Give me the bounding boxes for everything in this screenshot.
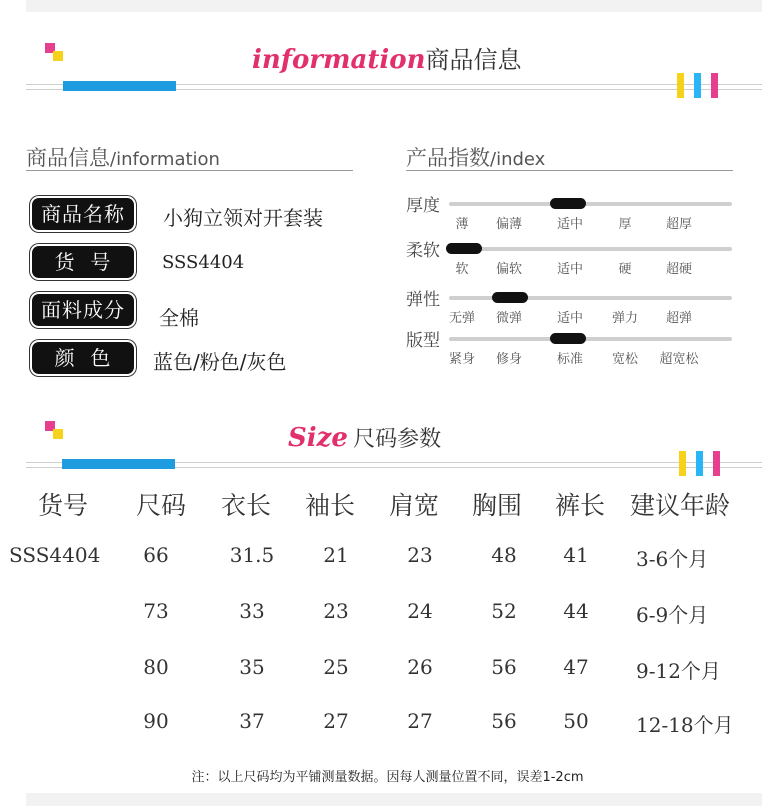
- info-value-name: 小狗立领对开套装: [163, 206, 323, 230]
- size-table-cell: 35: [239, 655, 265, 679]
- index-option: 宽松: [611, 352, 638, 367]
- info-value-sku: SSS4404: [162, 252, 245, 273]
- yellow-square-icon: [53, 429, 63, 439]
- index-option: 微弹: [495, 311, 522, 326]
- index-option: 修身: [495, 352, 522, 367]
- yellow-square-icon: [53, 51, 63, 61]
- top-divider-bar: [26, 0, 762, 12]
- size-table-cell: 66: [143, 543, 169, 567]
- index-slider-knob: [446, 243, 482, 254]
- bottom-divider-bar: [26, 793, 762, 806]
- info-title-zh: 商品信息: [26, 146, 110, 170]
- size-title-en: Size: [288, 423, 348, 453]
- size-table-cell: 23: [407, 543, 433, 567]
- info-title-underline: [26, 170, 353, 171]
- size-table-cell: 52: [491, 599, 517, 623]
- index-option: 适中: [556, 311, 583, 326]
- size-title-zh: 尺码参数: [353, 427, 442, 452]
- size-table-cell: 26: [407, 655, 433, 679]
- index-label: 版型: [406, 331, 440, 351]
- size-table-header: 肩宽: [388, 491, 439, 520]
- index-label: 柔软: [406, 241, 440, 261]
- index-option: 弹力: [611, 311, 638, 326]
- yellow-stripe-icon: [679, 451, 686, 476]
- index-option: 厚: [618, 217, 632, 232]
- size-table-cell: 23: [323, 599, 349, 623]
- size-table-cell: 33: [239, 599, 265, 623]
- size-table-cell: 9-12个月: [636, 659, 721, 683]
- size-table-cell: 80: [143, 655, 169, 679]
- size-table-cell: 90: [143, 709, 169, 733]
- info-value-color: 蓝色/粉色/灰色: [153, 350, 287, 374]
- size-table-header: 尺码: [135, 491, 186, 520]
- index-label: 厚度: [406, 196, 440, 216]
- index-option: 适中: [556, 217, 583, 232]
- size-table-cell: 3-6个月: [636, 547, 709, 571]
- index-option: 适中: [556, 262, 583, 277]
- size-table-cell: 25: [323, 655, 349, 679]
- blue-accent-bar: [62, 459, 175, 469]
- info-label-color: 颜 色: [32, 342, 134, 374]
- index-option: 紧身: [448, 352, 475, 367]
- index-title-en: /index: [490, 149, 546, 170]
- index-track: [449, 247, 732, 251]
- yellow-stripe-icon: [677, 73, 684, 98]
- index-slider-knob: [550, 198, 586, 209]
- index-option: 超宽松: [659, 352, 699, 367]
- size-table-cell: 47: [563, 655, 589, 679]
- index-label: 弹性: [406, 290, 440, 310]
- size-section-title: [288, 422, 441, 453]
- section-title-en: information: [252, 45, 426, 75]
- size-table-cell: 21: [323, 543, 349, 567]
- size-table-cell: 44: [563, 599, 589, 623]
- index-option: 软: [455, 262, 469, 277]
- pink-stripe-icon: [713, 451, 720, 476]
- index-option: 超硬: [665, 262, 692, 277]
- index-option: 硬: [618, 262, 632, 277]
- size-table-cell: 27: [323, 709, 349, 733]
- size-table-cell: SSS4404: [9, 543, 101, 567]
- cyan-stripe-icon: [694, 73, 701, 98]
- index-option: 无弹: [448, 311, 475, 326]
- info-label-sku: 货 号: [32, 246, 134, 278]
- size-table-header: 裤长: [554, 491, 605, 520]
- info-title-en: /information: [110, 149, 220, 170]
- size-table-cell: 56: [491, 655, 517, 679]
- size-table-cell: 37: [239, 709, 265, 733]
- size-table-header: 衣长: [220, 491, 271, 520]
- cyan-stripe-icon: [696, 451, 703, 476]
- info-label-name: 商品名称: [32, 198, 134, 230]
- size-table-cell: 56: [491, 709, 517, 733]
- index-slider-knob: [492, 292, 528, 303]
- size-table-cell: 6-9个月: [636, 603, 709, 627]
- pink-stripe-icon: [711, 73, 718, 98]
- size-table-header: 货号: [37, 491, 88, 520]
- size-table-header: 袖长: [304, 491, 355, 520]
- index-title-zh: 产品指数: [406, 146, 490, 170]
- index-column-title: [406, 142, 545, 172]
- info-label-fabric: 面料成分: [32, 294, 134, 326]
- section-title: [252, 40, 522, 75]
- size-table-cell: 12-18个月: [636, 713, 734, 737]
- size-table-cell: 73: [143, 599, 169, 623]
- info-column-title: [26, 142, 220, 172]
- index-option: 偏薄: [495, 217, 522, 232]
- size-table-cell: 27: [407, 709, 433, 733]
- index-slider-knob: [550, 333, 586, 344]
- info-value-fabric: 全棉: [159, 306, 199, 330]
- index-option: 超厚: [665, 217, 692, 232]
- size-table-cell: 24: [407, 599, 433, 623]
- size-table-cell: 41: [563, 543, 589, 567]
- index-track: [449, 337, 732, 341]
- blue-accent-bar: [63, 81, 176, 91]
- size-table-cell: 50: [563, 709, 589, 733]
- index-track: [449, 202, 732, 206]
- size-table-cell: 48: [491, 543, 517, 567]
- index-option: 标准: [556, 352, 583, 367]
- index-title-underline: [406, 170, 733, 171]
- section-title-zh: 商品信息: [425, 46, 522, 74]
- index-option: 薄: [455, 217, 469, 232]
- index-option: 超弹: [665, 311, 692, 326]
- index-option: 偏软: [495, 262, 522, 277]
- size-table-cell: 31.5: [229, 543, 275, 567]
- size-table-header: 建议年龄: [629, 491, 730, 520]
- size-table-header: 胸围: [471, 491, 522, 520]
- measurement-note: 注：以上尺码均为平铺测量数据。因每人测量位置不同，误差1-2cm: [191, 770, 584, 785]
